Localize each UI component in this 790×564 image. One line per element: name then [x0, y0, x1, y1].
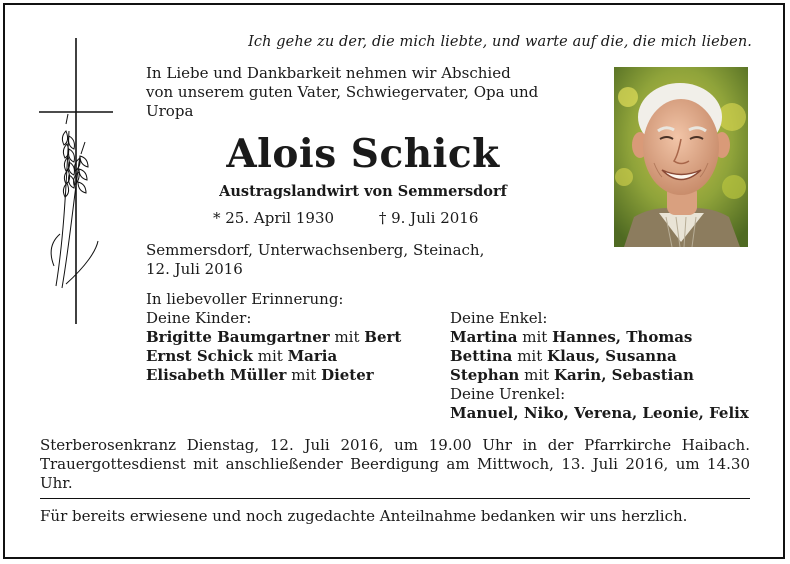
birth-date: * 25. April 1930 [213, 209, 335, 227]
place-and-date [146, 241, 566, 279]
partner-name: Maria [287, 347, 338, 365]
grandchild-name: Bettina [450, 347, 513, 365]
list-item [146, 328, 436, 347]
with-word: mit [257, 347, 283, 365]
intro-line: Uropa [146, 102, 194, 120]
children-label: Deine Kinder: [146, 309, 252, 327]
grandchild-name: Martina [450, 328, 518, 346]
with-word: mit [522, 328, 548, 346]
partner-name: Karin, Sebastian [553, 366, 694, 384]
partner-name: Klaus, Susanna [547, 347, 677, 365]
partner-name: Dieter [321, 366, 374, 384]
place-line: Semmersdorf, Unterwachsenberg, Steinach, [146, 241, 485, 259]
grandchildren-label: Deine Enkel: [450, 309, 548, 327]
list-item [146, 347, 436, 366]
deceased-name: Alois Schick [226, 131, 500, 177]
with-word: mit [334, 328, 360, 346]
thanks-text: Für bereits erwiesene und noch zugedachte Anteilnahme bedanken wir uns herzlich. [40, 507, 688, 525]
with-word: mit [291, 366, 317, 384]
grandchild-name: Stephan [450, 366, 520, 384]
grandchildren-list [450, 309, 750, 423]
intro-line: In Liebe und Dankbarkeit nehmen wir Abschied [146, 64, 511, 82]
date-line: 12. Juli 2016 [146, 260, 243, 278]
motto-quote: Ich gehe zu der, die mich liebte, und warte auf die, die mich lieben. [248, 34, 752, 50]
death-date: † 9. Juli 2016 [378, 209, 479, 227]
child-name: Brigitte Baumgartner [146, 328, 330, 346]
with-word: mit [517, 347, 543, 365]
great-grandchildren-label: Deine Urenkel: [450, 385, 566, 403]
list-item [450, 347, 750, 366]
cross-with-wheat-icon [36, 36, 116, 326]
intro-text [146, 64, 586, 121]
children-list [146, 309, 436, 385]
child-name: Elisabeth Müller [146, 366, 287, 384]
divider [40, 498, 750, 499]
list-item [450, 366, 750, 385]
intro-line: von unserem guten Vater, Schwiegervater, Opa und [146, 83, 539, 101]
portrait-photo [614, 67, 748, 247]
memory-label: In liebevoller Erinnerung: [146, 290, 344, 308]
deceased-occupation: Austragslandwirt von Semmersdorf [219, 183, 507, 200]
portrait-illustration [614, 67, 748, 247]
partner-name: Bert [364, 328, 402, 346]
life-dates [213, 209, 478, 227]
service-details: Sterberosenkranz Dienstag, 12. Juli 2016, um 19.00 Uhr in der Pfarrkirche Haibach. Trauergottesdienst mit anschließender Beerdigung am Mittwoch, 13. Juli 2016, um 14.30 Uhr. [40, 436, 750, 492]
partner-name: Hannes, Thomas [552, 328, 693, 346]
great-grandchildren-names: Manuel, Niko, Verena, Leonie, Felix [450, 404, 749, 422]
with-word: mit [524, 366, 550, 384]
child-name: Ernst Schick [146, 347, 253, 365]
list-item [450, 328, 750, 347]
list-item [146, 366, 436, 385]
